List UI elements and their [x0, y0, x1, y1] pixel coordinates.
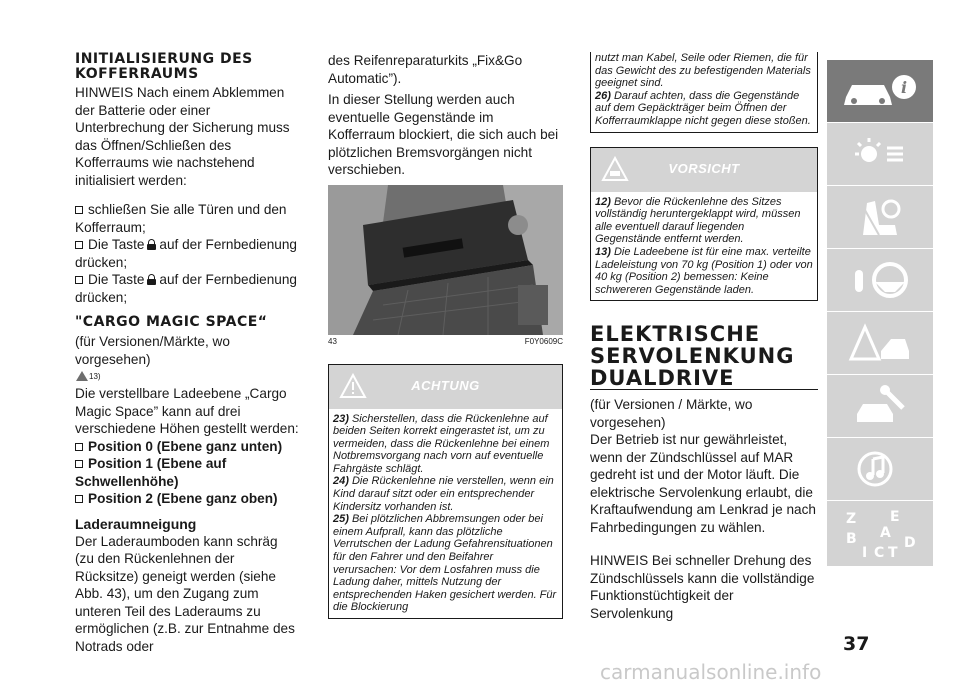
column-2 — [328, 52, 563, 619]
reference-13: 13) — [75, 368, 300, 385]
warning-triangle-icon — [845, 321, 915, 365]
subheading-floor-tilt: Laderaumneigung — [75, 515, 197, 532]
sidebar-tab-safety[interactable] — [827, 186, 933, 249]
svg-text:I: I — [862, 544, 868, 561]
cargo-lock-body: In dieser Stellung werden auch eventuelle Gegenstände im Kofferraum blockiert, die sich auch bei plötzlichen Bremsvorgängen nicht verschieben. — [328, 92, 559, 177]
lock-icon — [147, 274, 156, 285]
warning-box-body — [591, 52, 817, 132]
warning-box-continued — [590, 52, 818, 133]
svg-text:E: E — [890, 508, 900, 525]
svg-text:A: A — [880, 524, 891, 541]
svg-text:B: B — [846, 530, 857, 547]
versions-note: (für Versionen/Märkte, wo vorgesehen) — [75, 334, 230, 367]
trunk-init-note: HINWEIS Nach einem Abklemmen der Batterie oder einer Unterbrechung der Sicherung muss das Öffnen/Schließen des Kofferraums wie nachstehend initialisiert werden: — [75, 85, 290, 188]
power-steering-body: Der Betrieb ist nur gewährleistet, wenn der Zündschlüssel auf MAR gedreht ist und der Motor läuft. Die elektrische Servolenkung erlaubt, die Kraftaufwendung am Lenkrad je nach Fahrbedingungen zu wählen. — [590, 432, 816, 535]
trunk-illustration — [328, 185, 563, 335]
sidebar-tab-emergency[interactable] — [827, 312, 933, 375]
warning-box-header — [329, 365, 562, 409]
list-item: schließen Sie alle Türen und den Kofferraum; — [75, 202, 287, 235]
list-item: Position 1 (Ebene auf Schwellenhöhe) — [75, 456, 227, 489]
svg-text:T: T — [888, 544, 898, 561]
floor-tilt-body: Der Laderaumboden kann schräg (zu den Rückenlehnen der Rücksitze) geneigt werden (siehe Abb. 43), um den Zugang zum unteren Teil des Laderaums zu ermöglichen (z.B. zur Entnahme des Notrads oder — [75, 533, 295, 654]
checkbox-square-icon — [75, 206, 83, 214]
music-note-icon — [845, 447, 915, 491]
list-item: Die Taste auf der Fernbedienung drücken; — [75, 272, 297, 305]
sidebar-tab-car-info[interactable] — [827, 60, 933, 123]
warning-box — [328, 364, 563, 620]
sidebar-tab-maintenance[interactable] — [827, 375, 933, 438]
sidebar-tab-index[interactable] — [827, 501, 933, 567]
lock-icon — [147, 239, 156, 250]
wrench-car-icon — [845, 384, 915, 428]
checkbox-square-icon — [75, 495, 83, 503]
heading-cargo-magic-space: "CARGO MAGIC SPACE“ — [75, 314, 268, 330]
heading-power-steering: ELEKTRISCHE SERVOLENKUNG DUALDRIVE — [590, 323, 818, 390]
page-number: 37 — [843, 633, 870, 655]
figure-code: F0Y0609C — [524, 336, 563, 346]
checkbox-square-icon — [75, 460, 83, 468]
list-item: Position 2 (Ebene ganz oben) — [75, 490, 300, 508]
column-3 — [590, 52, 818, 622]
list-item: 25) Bei plötzlichen Abbremsungen oder bei einem Aufprall, kann das plötzliche Verrutschen der Ladung Gefahrensituationen für den Fahrer und den Beifahrer verursachen: Vor dem Losfahren muss die Ladung daher, mittels Nutzung der entsprechenden Haken gesichert werden. Für die Blockierung — [333, 513, 557, 614]
svg-text:Z: Z — [846, 510, 857, 527]
caution-box-title: VORSICHT — [668, 160, 740, 176]
list-item: 23) Sicherstellen, dass die Rückenlehne auf beiden Seiten korrekt eingerastet ist, um zu vermeiden, dass die Rückenlehne bei einem Notbremsvorgang nach vorn auf eventuelle Fahrgäste schlägt. — [333, 412, 550, 475]
warning-box-body — [329, 409, 562, 619]
svg-text:C: C — [874, 544, 885, 561]
list-item: 13) Die Ladeebene ist für eine max. verteilte Ladeleistung von 70 kg (Position 1) oder von 40 kg (Position 2) bemessen: Keine schwereren Gegenstände laden. — [595, 245, 813, 296]
warning-triangle-icon — [75, 370, 89, 382]
figure-43-trunk-photo — [328, 185, 563, 335]
cargo-body: Die verstellbare Ladeebene „Cargo Magic Space” kann auf drei verschiedene Höhen gestellt werden: — [75, 386, 299, 436]
caution-box-body — [591, 192, 817, 301]
list-item: Position 0 (Ebene ganz unten) — [75, 438, 300, 456]
dashboard-lights-icon — [845, 134, 915, 174]
alphabet-index-icon — [840, 507, 920, 561]
sidebar-tab-multimedia[interactable] — [827, 438, 933, 501]
chapter-sidebar — [827, 60, 933, 567]
checkbox-square-icon — [75, 241, 83, 249]
svg-text:D: D — [904, 534, 916, 551]
figure-caption — [328, 337, 563, 346]
list-item: Die Taste auf der Fernbedienung drücken; — [75, 237, 297, 270]
heading-trunk-init: INITIALISIERUNG DES KOFFERRAUMS — [75, 51, 253, 82]
list-item: 26) Darauf achten, dass die Gegenstände auf dem Gepäckträger beim Öffnen der Kofferraumklappe nicht gegen diese stoßen. — [595, 89, 811, 127]
figure-number: 43 — [328, 336, 337, 346]
list-item: 12) Bevor die Rückenlehne des Sitzes vollständig heruntergeklappt wird, müssen alle eventuell darauf liegenden Gegenstände entfernt werden. — [595, 195, 801, 246]
warning-box-title: ACHTUNG — [411, 377, 480, 393]
column-1 — [75, 52, 300, 655]
sidebar-tab-driving[interactable] — [827, 249, 933, 312]
checkbox-square-icon — [75, 443, 83, 451]
continued-text: nutzt man Kabel, Seile oder Riemen, die für das Gewicht des zu befestigenden Materials geeignet sind. — [595, 52, 811, 90]
watermark: carmanualsonline.info — [600, 660, 822, 683]
power-steering-note: HINWEIS Bei schneller Drehung des Zündschlüssels kann die vollständige Funktionstüchtigkeit der Servolenkung — [590, 553, 815, 621]
svg-text:i: i — [901, 78, 908, 97]
list-item: 24) Die Rückenlehne nie verstellen, wenn ein Kind darauf sitzt oder ein entsprechender Kindersitz vorhanden ist. — [333, 475, 554, 513]
steering-wheel-icon — [845, 258, 915, 302]
airbag-seat-icon — [845, 195, 915, 239]
versions-note: (für Versionen / Märkte, wo vorgesehen) — [590, 397, 753, 430]
continued-text: des Reifenreparaturkits „Fix&Go Automatic”). — [328, 53, 523, 86]
sidebar-tab-dashboard[interactable] — [827, 123, 933, 186]
caution-box-header — [591, 148, 817, 192]
car-info-icon — [840, 71, 920, 111]
caution-box — [590, 147, 818, 302]
checkbox-square-icon — [75, 276, 83, 284]
